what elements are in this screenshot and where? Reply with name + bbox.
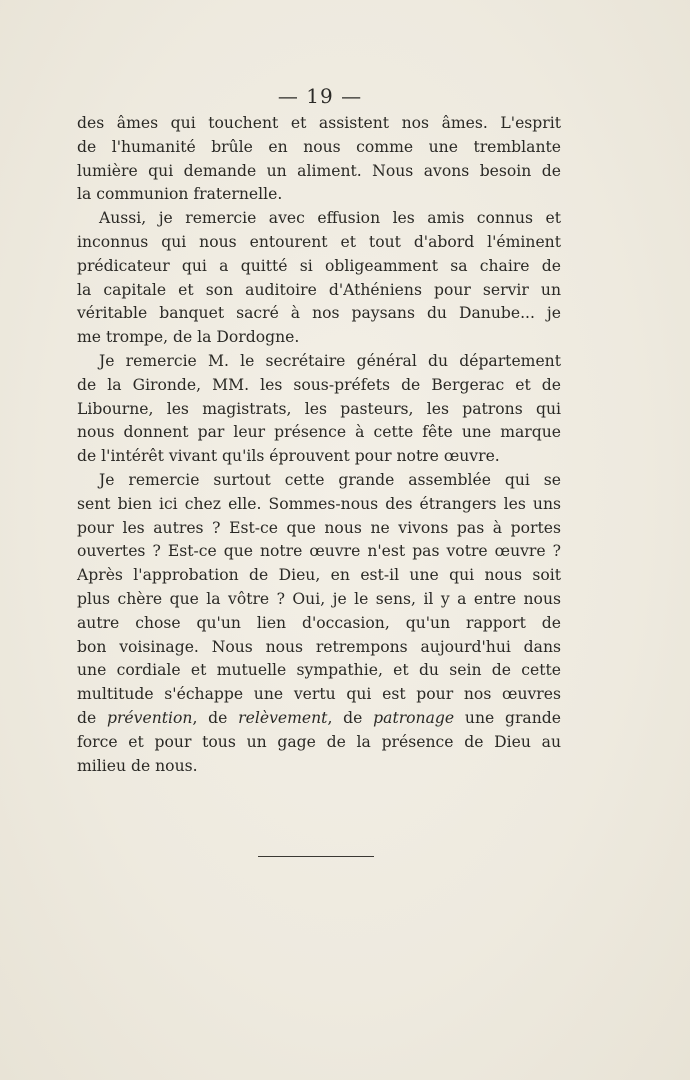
text-line: plus chère que la vôtre ? Oui, je le sens, il y a entre nous — [77, 589, 561, 608]
text-line: Je remercie surtout cette grande assemblée qui se — [99, 470, 561, 489]
italic-term: relèvement — [238, 708, 328, 727]
paragraph-2 — [77, 207, 561, 350]
text-line: des âmes qui touchent et assistent nos âmes. L'esprit — [77, 114, 561, 132]
italic-term: patronage — [373, 708, 455, 727]
text-line: inconnus qui nous entourent et tout d'abord l'éminent — [77, 232, 561, 251]
paragraph-4 — [77, 469, 561, 778]
text-line: véritable banquet sacré à nos paysans du Danube... je — [77, 304, 561, 323]
italic-term: prévention — [107, 708, 193, 727]
text-line: lumière qui demande un aliment. Nous avons besoin de — [77, 161, 561, 180]
text-line: force et pour tous un gage de la présence de Dieu au — [77, 732, 561, 751]
text-line: ouvertes ? Est-ce que notre œuvre n'est pas votre œuvre ? — [77, 542, 561, 561]
text-line: Je remercie M. le secrétaire général du département — [99, 351, 561, 370]
text-fragment: une grande — [454, 708, 561, 727]
text-line: une cordiale et mutuelle sympathie, et du sein de cette — [77, 661, 561, 680]
paragraph-3 — [77, 350, 561, 469]
page-number: — 19 — — [277, 84, 363, 108]
text-line: bon voisinage. Nous nous retrempons aujourd'hui dans — [77, 637, 561, 656]
text-line: sent bien ici chez elle. Sommes-nous des étrangers les uns — [77, 494, 561, 513]
text-fragment: , de — [192, 708, 239, 727]
text-line: nous donnent par leur présence à cette fête une marque — [77, 423, 561, 442]
text-line: de l'intérêt vivant qu'ils éprouvent pour notre œuvre. — [77, 447, 500, 466]
text-line: la communion fraternelle. — [77, 185, 283, 204]
text-line: Aussi, je remercie avec effusion les amis connus et — [99, 209, 561, 228]
text-line: autre chose qu'un lien d'occasion, qu'un rapport de — [77, 613, 561, 632]
text-line: pour les autres ? Est-ce que nous ne vivons pas à portes — [77, 518, 561, 537]
body-text — [77, 112, 561, 778]
text-line: prédicateur qui a quitté si obligeamment sa chaire de — [77, 256, 561, 275]
text-fragment: de — [77, 708, 107, 727]
text-line: de l'humanité brûle en nous comme une tremblante — [77, 137, 561, 156]
text-line: la capitale et son auditoire d'Athéniens pour servir un — [77, 280, 561, 299]
text-line: multitude s'échappe une vertu qui est pour nos œuvres — [77, 685, 561, 704]
text-line-with-italics — [77, 707, 561, 731]
paragraph-1 — [77, 112, 561, 207]
text-line: me trompe, de la Dordogne. — [77, 328, 300, 347]
text-fragment: , de — [327, 708, 374, 727]
section-divider — [258, 856, 374, 857]
text-line: Après l'approbation de Dieu, en est-il une qui nous soit — [77, 566, 561, 585]
text-line: milieu de nous. — [77, 756, 198, 775]
text-line: de la Gironde, MM. les sous-préfets de Bergerac et de — [77, 375, 561, 394]
text-line: Libourne, les magistrats, les pasteurs, les patrons qui — [77, 399, 561, 418]
